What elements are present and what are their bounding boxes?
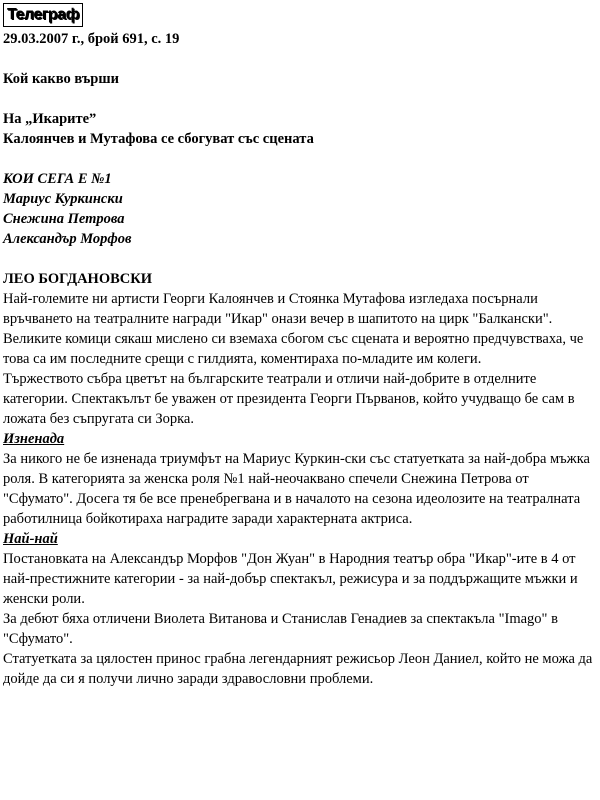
paragraph: Великите комици сякаш мислено си вземаха сбогом със сцената и вероятно предчувстваха, че това са им последните срещи с гилдията, коментираха по-младите им колеги. — [3, 331, 584, 367]
paragraph: Тържеството събра цветът на българските театрали и отличи най-добрите в отделните категории. Спектакълът бе уважен от президента Георги Първанов, който учудващо бе сам в ложата без съпругата си Зорка. — [3, 371, 575, 427]
article-title — [3, 109, 597, 149]
who-name-3: Александър Морфов — [3, 231, 132, 247]
paragraph: За никого не бе изненада триумфът на Мариус Куркин-ски със статуетката за най-добра мъжка роля. В категорията за женска роля №1 най-неочаквано спечели Снежина Петрова от "Сфумато". Досега тя бе все пренебрегвана и в началото на сезона идеолозите на театралната работилница бойкотираха наградите заради характерната актриса. — [3, 451, 590, 527]
newspaper-logo: Телеграф — [3, 3, 83, 27]
title-line-2: Калоянчев и Мутафова се сбогуват със сцената — [3, 131, 314, 147]
issue-info: 29.03.2007 г., брой 691, с. 19 — [3, 31, 180, 47]
subheading-surprise: Изненада — [3, 431, 65, 447]
title-line-1: На „Икарите” — [3, 111, 97, 127]
paragraph: Най-големите ни артисти Георги Калоянчев и Стоянка Мутафова изгледаха посърнали връчването на театралните награди "Икар" онази вечер в шапитото на цирк "Балкански". — [3, 291, 553, 327]
who-name-1: Мариус Куркински — [3, 191, 123, 207]
paragraph: Статуетката за цялостен принос грабна легендарният режисьор Леон Даниел, който не можа да дойде да си я получи лично заради здравословни проблеми. — [3, 651, 593, 687]
paragraph: Постановката на Александър Морфов "Дон Жуан" в Народния театър обра "Икар"-ите в 4 от най-престижните категории - за най-добър спектакъл, режисура и за поддържащите мъжки и женски роли. — [3, 551, 578, 607]
who-name-2: Снежина Петрова — [3, 211, 125, 227]
subheading-best: Най-най — [3, 531, 58, 547]
rubric: Кой какво върши — [3, 71, 119, 87]
who-heading: КОИ СЕГА Е №1 — [3, 171, 112, 187]
sidebar-who-is-first — [3, 169, 597, 249]
author: ЛЕО БОГДАНОВСКИ — [3, 271, 153, 287]
paragraph: За дебют бяха отличени Виолета Витанова и Станислав Генадиев за спектакъла "Imago" в "Сфумато". — [3, 611, 558, 647]
